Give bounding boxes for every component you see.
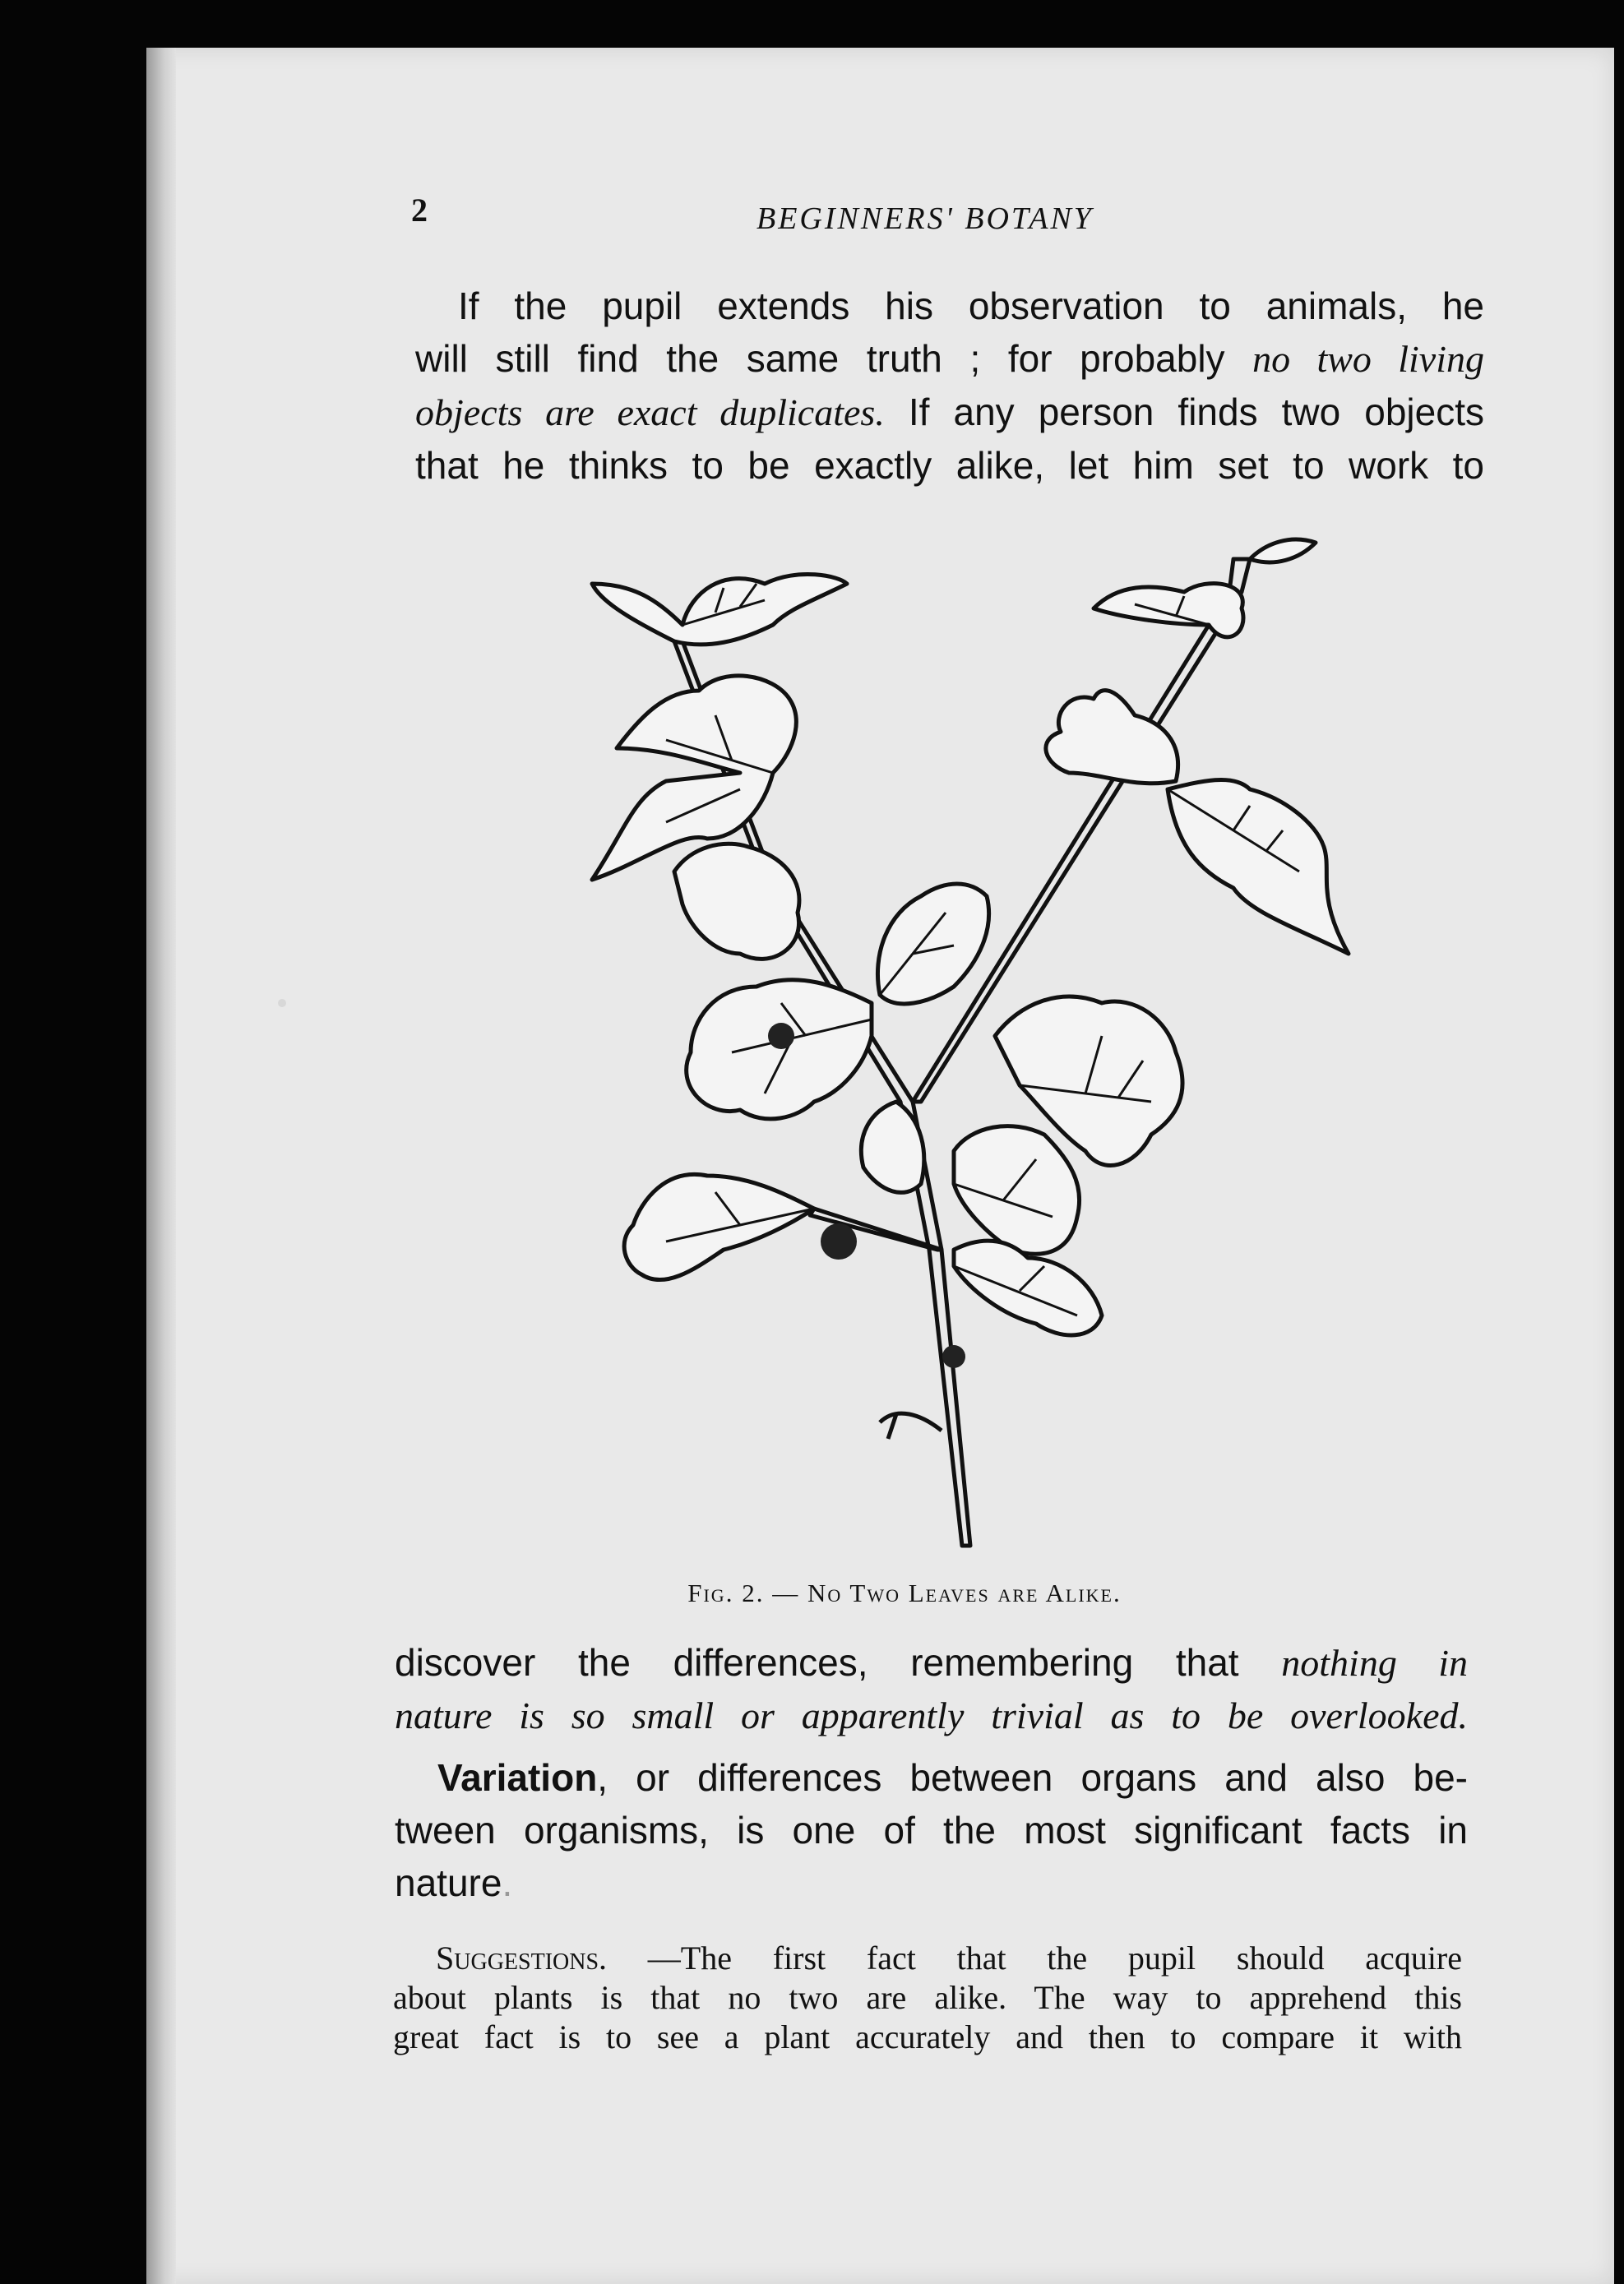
leaf (592, 574, 847, 644)
branch-illustration (526, 526, 1365, 1554)
leaf (624, 1174, 814, 1279)
paragraph-2 (395, 1636, 1468, 1742)
text-line: nature. (395, 1861, 513, 1904)
emphasis-text: no two living (1252, 338, 1484, 380)
paragraph-3 (395, 1751, 1468, 1909)
emphasis-text: objects are exact duplicates. (415, 391, 885, 433)
text-span: , or differences between organs and also be- (597, 1756, 1468, 1799)
text-line: nature is so small or apparently trivial as to be overlooked. (395, 1695, 1468, 1736)
text-line (415, 386, 1484, 439)
text-line (395, 1636, 1468, 1690)
fruit-cluster (821, 1223, 857, 1260)
emphasis-text: nothing in (1281, 1642, 1468, 1684)
text-span: If any person finds two objects (908, 391, 1485, 433)
running-title: BEGINNERS' BOTANY (756, 201, 1094, 236)
text-line (395, 1751, 1468, 1804)
leaf (592, 676, 796, 880)
page-speck (278, 999, 286, 1007)
suggestions-label: Suggestions. — (436, 1940, 681, 1977)
text-line (393, 1939, 1462, 1978)
leaf (674, 844, 799, 959)
page-number: 2 (411, 192, 428, 229)
text-span: will still find the same truth ; for probably (415, 337, 1225, 380)
fruit-cluster (768, 1023, 794, 1049)
text-line: great fact is to see a plant accurately and then to compare it with (393, 2018, 1462, 2055)
text-span: The first fact that the pupil should acquire (680, 1940, 1463, 1977)
text-line (415, 332, 1484, 386)
figure-caption: Fig. 2. — No Two Leaves are Alike. (687, 1579, 1122, 1607)
text-line: that he thinks to be exactly alike, let him set to work to (415, 444, 1484, 487)
leaf (877, 884, 988, 1004)
leaf (1250, 539, 1316, 562)
text-line: tween organisms, is one of the most significant facts in (395, 1809, 1468, 1852)
leaf (1094, 584, 1243, 637)
key-term: Variation (437, 1756, 598, 1799)
leaf (687, 980, 872, 1119)
page-binding-edge (146, 48, 176, 2284)
fruit-cluster (942, 1345, 965, 1368)
suggestions-section (393, 1939, 1462, 2057)
text-span: nature (395, 1861, 502, 1904)
paragraph-1 (415, 280, 1484, 492)
text-span: discover the differences, remembering that (395, 1641, 1239, 1684)
twig (880, 1413, 942, 1439)
text-line: about plants is that no two are alike. The way to apprehend this (393, 1979, 1462, 2016)
text-line: If the pupil extends his observation to animals, he (458, 284, 1484, 327)
